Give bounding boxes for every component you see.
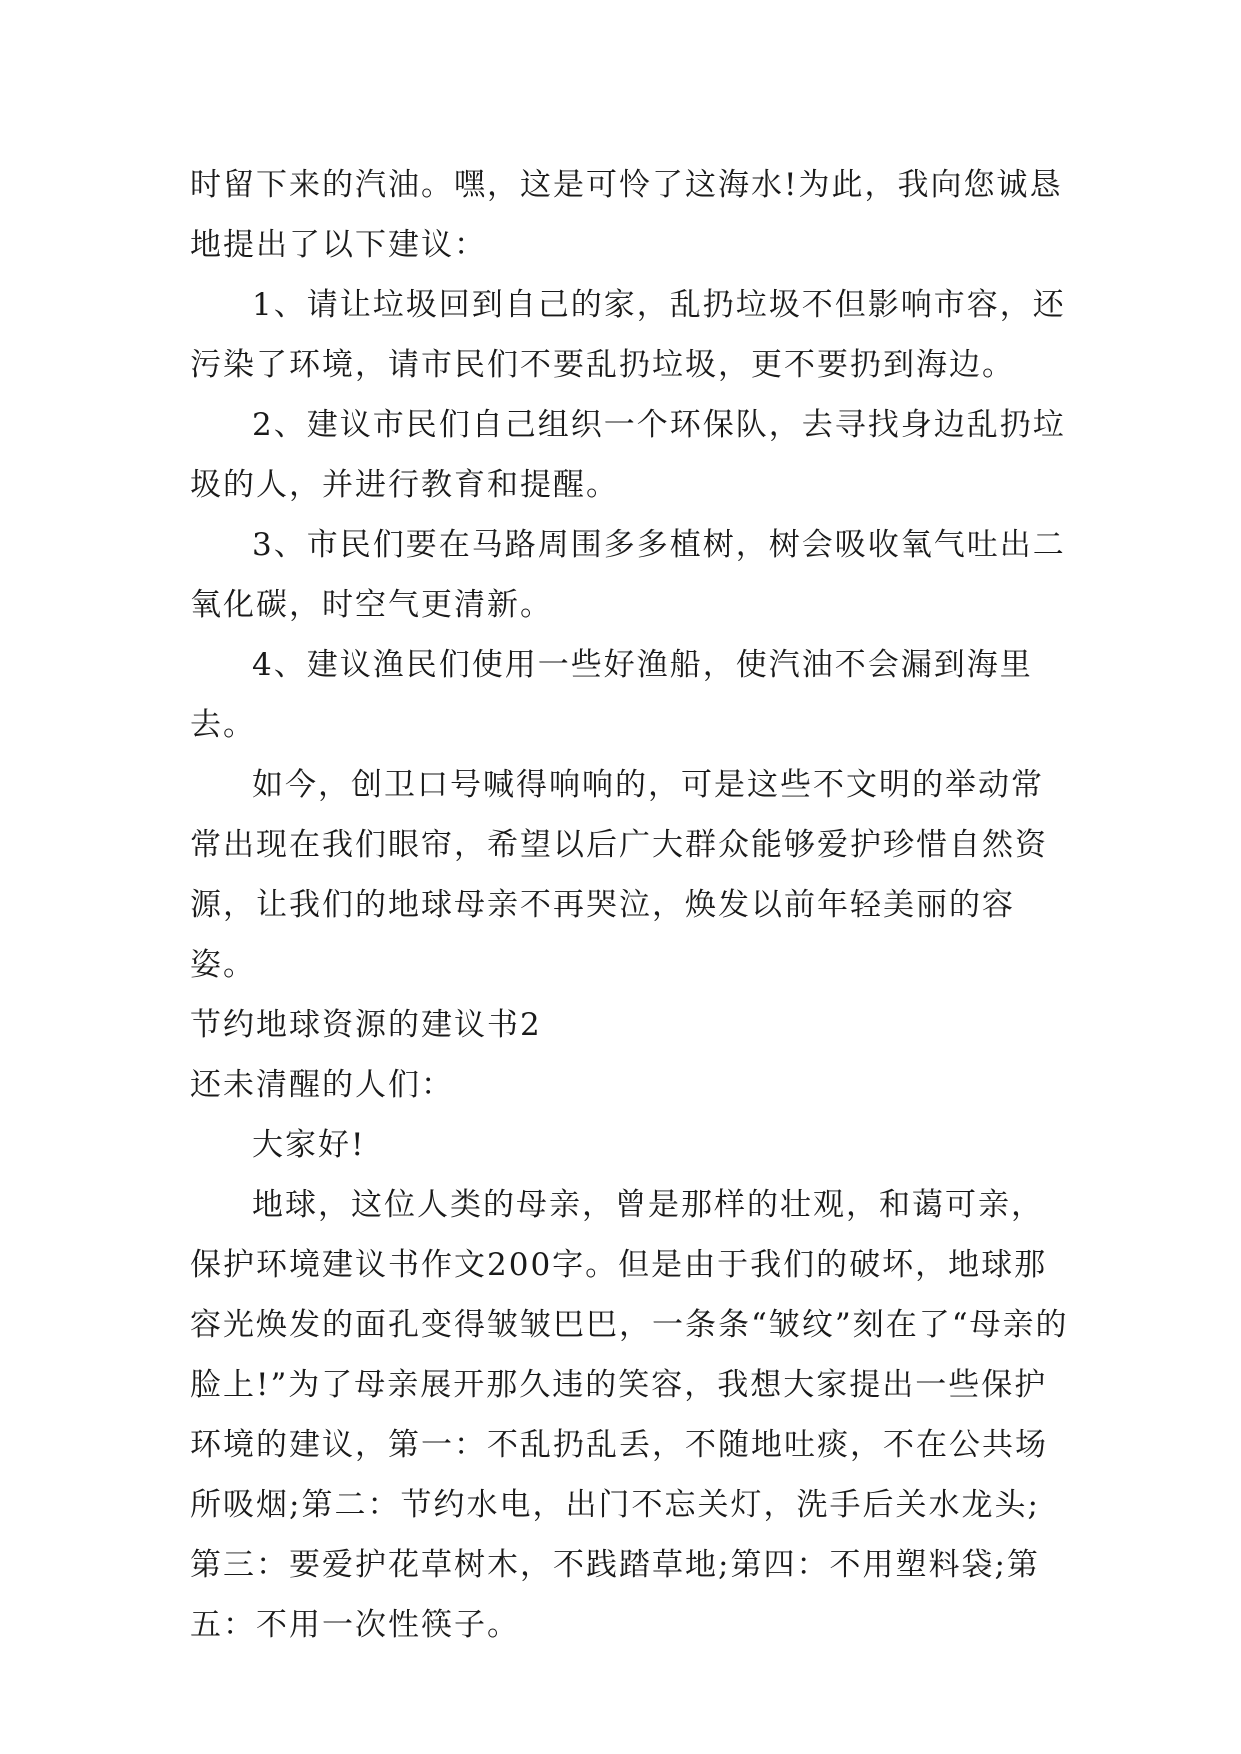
salutation: 还未清醒的人们： [190,1067,454,1103]
paragraph-conclusion: 如今，创卫口号喊得响响的，可是这些不文明的举动常常出现在我们眼帘，希望以后广大群众能够爱护珍惜自然资源，让我们的地球母亲不再哭泣，焕发以前年轻美丽的容姿。 [190,767,1048,983]
paragraph-suggestion-1: 1、请让垃圾回到自己的家，乱扔垃圾不但影响市容，还污染了环境，请市民们不要乱扔垃圾，更不要扔到海边。 [190,287,1066,383]
paragraph-intro: 时留下来的汽油。嘿，这是可怜了这海水!为此，我向您诚恳地提出了以下建议： [190,167,1063,263]
paragraph-suggestion-4: 4、建议渔民们使用一些好渔船，使汽油不会漏到海里去。 [190,647,1033,743]
document-body [190,155,1070,1655]
paragraph-body: 地球，这位人类的母亲，曾是那样的壮观，和蔼可亲，保护环境建议书作文200字。但是由于我们的破坏，地球那容光焕发的面孔变得皱皱巴巴，一条条“皱纹”刻在了“母亲的脸上!”为了母亲展开那久违的笑容，我想大家提出一些保护环境的建议，第一：不乱扔乱丢，不随地吐痰，不在公共场所吸烟;第二：节约水电，出门不忘关灯，洗手后关水龙头;第三：要爱护花草树木，不践踏草地;第四：不用塑料袋;第五：不用一次性筷子。 [190,1187,1069,1643]
section-title: 节约地球资源的建议书2 [190,1007,542,1043]
paragraph-suggestion-3: 3、市民们要在马路周围多多植树，树会吸收氧气吐出二氧化碳，时空气更清新。 [190,527,1066,623]
greeting: 大家好! [252,1127,366,1163]
paragraph-suggestion-2: 2、建议市民们自己组织一个环保队，去寻找身边乱扔垃圾的人，并进行教育和提醒。 [190,407,1066,503]
